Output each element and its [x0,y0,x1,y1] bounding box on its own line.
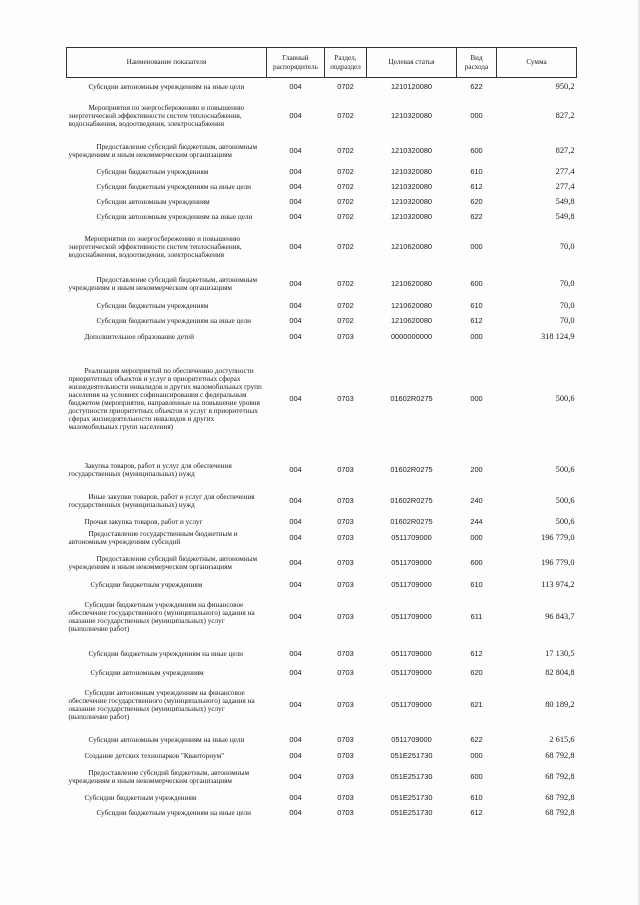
row-name: Субсидии бюджетным учреждениям на иные цели [96,316,251,325]
row-target: 0511709000 [391,557,432,567]
row-sum: 500,6 [555,464,575,474]
row-grbs: 004 [289,331,302,341]
row-target: 1210620080 [390,279,433,288]
row-target: 01602R0275 [390,393,433,403]
row-name: Субсидии автономным учреждениям на финансовое обеспечение государственного (муниципального) задания на оказание государственных (муниципальных) услуг (выполнение работ) [68,688,255,721]
row-kind: 610 [470,792,483,802]
row-sum: 549,8 [555,196,575,206]
row-kind: 000 [470,393,483,403]
row-target: 1210620080 [390,300,433,310]
row-section: 0702 [337,211,354,221]
header-name: Наименование показателя [67,48,267,78]
row-section: 0703 [337,734,354,744]
row-section: 0703 [337,557,354,567]
row-sum: 827,2 [555,110,575,120]
row-grbs: 004 [289,167,302,176]
row-section: 0703 [337,393,354,403]
table-row [67,196,577,208]
row-sum: 68 792,8 [545,750,575,760]
row-grbs: 004 [289,807,302,817]
table-row [67,730,577,750]
row-kind: 622 [457,78,497,96]
row-section: 0703 [337,807,354,817]
row-name: Создание детских технопарков "Кванториум" [84,751,225,760]
row-sum: 196 779,0 [541,557,575,567]
row-target: 051E251730 [390,750,433,760]
row-target: 0511709000 [391,532,432,542]
row-sum: 68 792,8 [545,771,575,781]
table-row [67,592,577,642]
row-grbs: 004 [289,279,302,288]
row-name: Мероприятия по энергосбережению и повышению энергетической эффективности систем теплоснабжения, водоснабжения, водоотведения, электроснабжения [68,235,242,259]
row-sum: 70,0 [559,242,575,251]
row-kind: 000 [470,242,483,251]
row-grbs: 004 [289,750,302,760]
row-grbs: 004 [289,792,302,802]
table-header [67,48,577,78]
header-target: Целевая статья [367,48,457,78]
table-row [67,312,577,330]
row-kind: 621 [470,699,483,709]
table-body [67,78,577,822]
row-section: 0702 [337,196,354,206]
row-grbs: 004 [289,557,302,567]
row-target: 0511709000 [391,648,432,658]
row-target: 1210320080 [390,167,433,176]
row-name: Предоставление субсидий бюджетным, автономным учреждениям и иным некоммерческим организациям [68,768,250,785]
row-kind: 610 [470,579,483,589]
table-row [67,454,577,486]
row-grbs: 004 [289,464,302,474]
row-name: Субсидии автономным учреждениям на иные цели [96,212,253,221]
row-sum: 70,0 [559,279,575,288]
row-name: Реализация мероприятий по обеспечению доступности приоритетных объектов и услуг в приоритетных сферах жизнедеятельности инвалидов и других маломобильных групп населения на условиях софинансирования с федеральным бюджетом (мероприятия, направленные на повышение уровня доступности приоритетных объектов и услуг в приоритетных сферах жизнедеятельности инвалидов и других маломобильных групп населения) [68,366,262,431]
row-grbs: 004 [289,110,302,120]
row-name: Мероприятия по энергосбережению и повышению энергетической эффективности систем теплоснабжения, водоснабжения, водоотведения, электроснабжения [68,103,245,128]
row-sum: 80 189,2 [545,699,575,709]
header-kind: Вид расхода [457,48,497,78]
row-kind: 622 [470,211,483,221]
row-grbs: 004 [289,495,302,505]
row-kind: 612 [470,315,483,325]
table-row [67,528,577,548]
row-kind: 000 [470,750,483,760]
row-name: Субсидии автономным учреждениям [96,197,210,206]
row-sum: 82 804,8 [545,667,575,677]
table-row [67,136,577,167]
row-grbs: 004 [289,146,302,155]
row-sum: 70,0 [559,300,575,310]
row-kind: 240 [470,495,483,505]
row-name: Иные закупки товаров, работ и услуг для обеспечения государственных (муниципальных) нужд [68,492,255,509]
table-row [67,167,577,178]
row-section: 0703 [337,579,354,589]
row-section: 0703 [337,495,354,505]
table-row [67,178,577,196]
row-name: Субсидии бюджетным учреждениям [96,301,209,310]
row-kind: 600 [470,279,483,288]
row-section: 0702 [337,181,354,191]
row-sum: 17 130,5 [545,648,575,658]
row-target: 0000000000 [390,331,433,341]
row-section: 0703 [337,611,354,621]
row-kind: 600 [470,146,483,155]
row-sum: 70,0 [559,315,575,325]
row-name: Предоставление субсидий бюджетным, автономным учреждениям и иным некоммерческим организациям [68,143,258,159]
row-grbs: 004 [289,771,302,781]
row-sum: 68 792,8 [545,807,575,817]
row-kind: 600 [470,557,483,567]
row-grbs: 004 [289,211,302,221]
table-row [67,78,577,96]
row-target: 1210320080 [390,196,433,206]
row-section: 0702 [337,167,354,176]
row-section: 0702 [337,279,354,288]
row-kind: 600 [470,771,483,781]
row-target: 051E251730 [390,771,433,781]
row-target: 051E251730 [390,792,433,802]
row-section: 0702 [337,110,354,120]
header-sum: Сумма [497,48,577,78]
row-name: Предоставление субсидий бюджетным, автономным учреждениям и иным некоммерческим организациям [68,554,258,571]
row-grbs: 004 [289,667,302,677]
table-row [67,578,577,592]
row-sum: 2 615,6 [549,734,575,744]
row-section: 0703 [337,667,354,677]
row-sum: 96 843,7 [545,611,575,621]
row-section: 0703 [337,516,354,526]
row-section: 0703 [337,792,354,802]
row-name: Предоставление субсидий бюджетным, автономным учреждениям и иным некоммерческим организациям [68,276,258,292]
row-sum: 549,8 [555,211,575,221]
row-target: 0511709000 [391,579,432,589]
row-name: Субсидии бюджетным учреждениям [84,793,197,802]
row-section: 0703 [337,699,354,709]
row-name: Прочая закупка товаров, работ и услуг [84,517,203,526]
row-kind: 612 [470,807,483,817]
row-target: 01602R0275 [390,516,433,526]
table-row [67,300,577,312]
row-section: 0702 [325,78,367,96]
row-name: Субсидии бюджетным учреждениям [90,580,203,589]
row-sum: 500,6 [555,516,575,526]
budget-table [66,47,577,822]
row-name: Закупка товаров, работ и услуг для обеспечения государственных (муниципальных) нужд [68,461,232,478]
row-kind: 000 [470,110,483,120]
row-kind: 244 [470,516,483,526]
row-sum: 950,2 [497,78,577,96]
row-grbs: 004 [289,300,302,310]
row-sum: 196 779,0 [541,532,575,542]
row-kind: 612 [470,181,483,191]
row-target: 0511709000 [391,667,432,677]
row-target: 0511709000 [391,699,432,709]
table-row [67,680,577,730]
row-name: Дополнительное образование детей [84,332,194,341]
row-sum: 277,4 [555,181,575,191]
row-sum: 318 124,9 [541,331,575,341]
row-kind: 000 [470,532,483,542]
table-row [67,226,577,269]
table-row [67,666,577,680]
row-name: Субсидии бюджетным учреждениям на финансовое обеспечение государственного (муниципального) задания на оказание государственных (муниципальных) услуг (выполнение работ) [68,600,255,633]
row-target: 1210320080 [390,110,433,120]
table-row [67,804,577,822]
row-grbs: 004 [289,516,302,526]
row-grbs: 004 [289,181,302,191]
row-target: 1210320080 [390,211,433,221]
row-grbs: 004 [289,611,302,621]
row-name: Субсидии бюджетным учреждениям на иные цели [96,808,251,817]
row-target: 1210320080 [390,181,433,191]
row-section: 0703 [337,750,354,760]
table-row [67,208,577,226]
row-section: 0703 [337,648,354,658]
row-sum: 500,6 [555,495,575,505]
table-row [67,642,577,666]
row-kind: 620 [470,667,483,677]
row-grbs: 004 [289,579,302,589]
row-sum: 68 792,8 [545,792,575,802]
table-row [67,486,577,516]
row-target: 1210120080 [367,78,457,96]
row-section: 0702 [337,300,354,310]
row-target: 1210620080 [390,242,433,251]
row-name: Субсидии автономным учреждениям на иные цели [88,82,245,91]
row-name: Субсидии бюджетным учреждениям [96,168,209,176]
table-row [67,516,577,528]
table-row [67,792,577,804]
row-name: Субсидии автономным учреждениям [90,668,204,677]
row-target: 1210320080 [390,146,433,155]
table-row [67,750,577,762]
table-row [67,269,577,300]
row-section: 0702 [337,242,354,251]
row-kind: 610 [470,167,483,176]
table-row [67,96,577,136]
table-row [67,548,577,578]
row-grbs: 004 [289,242,302,251]
row-section: 0703 [337,771,354,781]
row-kind: 610 [470,300,483,310]
row-section: 0702 [337,146,354,155]
table-row [67,762,577,792]
row-target: 0511709000 [391,734,432,744]
row-kind: 612 [470,648,483,658]
header-grbs: Главный распорядитель [267,48,325,78]
row-sum: 827,2 [555,146,575,155]
row-target: 01602R0275 [390,495,433,505]
header-section: Раздел, подраздел [325,48,367,78]
table-row [67,330,577,344]
row-sum: 113 974,2 [541,579,575,589]
row-section: 0703 [337,532,354,542]
row-sum: 277,4 [555,167,575,176]
row-kind: 611 [470,611,483,621]
row-grbs: 004 [289,699,302,709]
row-target: 051E251730 [390,807,433,817]
row-kind: 622 [470,734,483,744]
row-name: Субсидии бюджетным учреждениям на иные цели [88,649,243,658]
row-section: 0702 [337,315,354,325]
row-name: Субсидии автономным учреждениям на иные цели [88,735,245,744]
row-grbs: 004 [289,393,302,403]
row-grbs: 004 [289,196,302,206]
row-name: Субсидии бюджетным учреждениям на иные цели [96,182,251,191]
row-target: 01602R0275 [390,464,433,474]
row-name: Предоставление государственным бюджетным и автономным учреждениям субсидий [68,529,238,546]
row-section: 0703 [337,464,354,474]
table-row [67,344,577,454]
row-target: 1210620080 [390,315,433,325]
row-target: 0511709000 [391,611,432,621]
row-sum: 500,6 [555,393,575,403]
row-kind: 620 [470,196,483,206]
row-grbs: 004 [267,78,325,96]
row-kind: 200 [470,464,483,474]
row-grbs: 004 [289,315,302,325]
row-grbs: 004 [289,648,302,658]
row-grbs: 004 [289,734,302,744]
row-kind: 000 [470,331,483,341]
row-grbs: 004 [289,532,302,542]
row-section: 0703 [337,331,354,341]
